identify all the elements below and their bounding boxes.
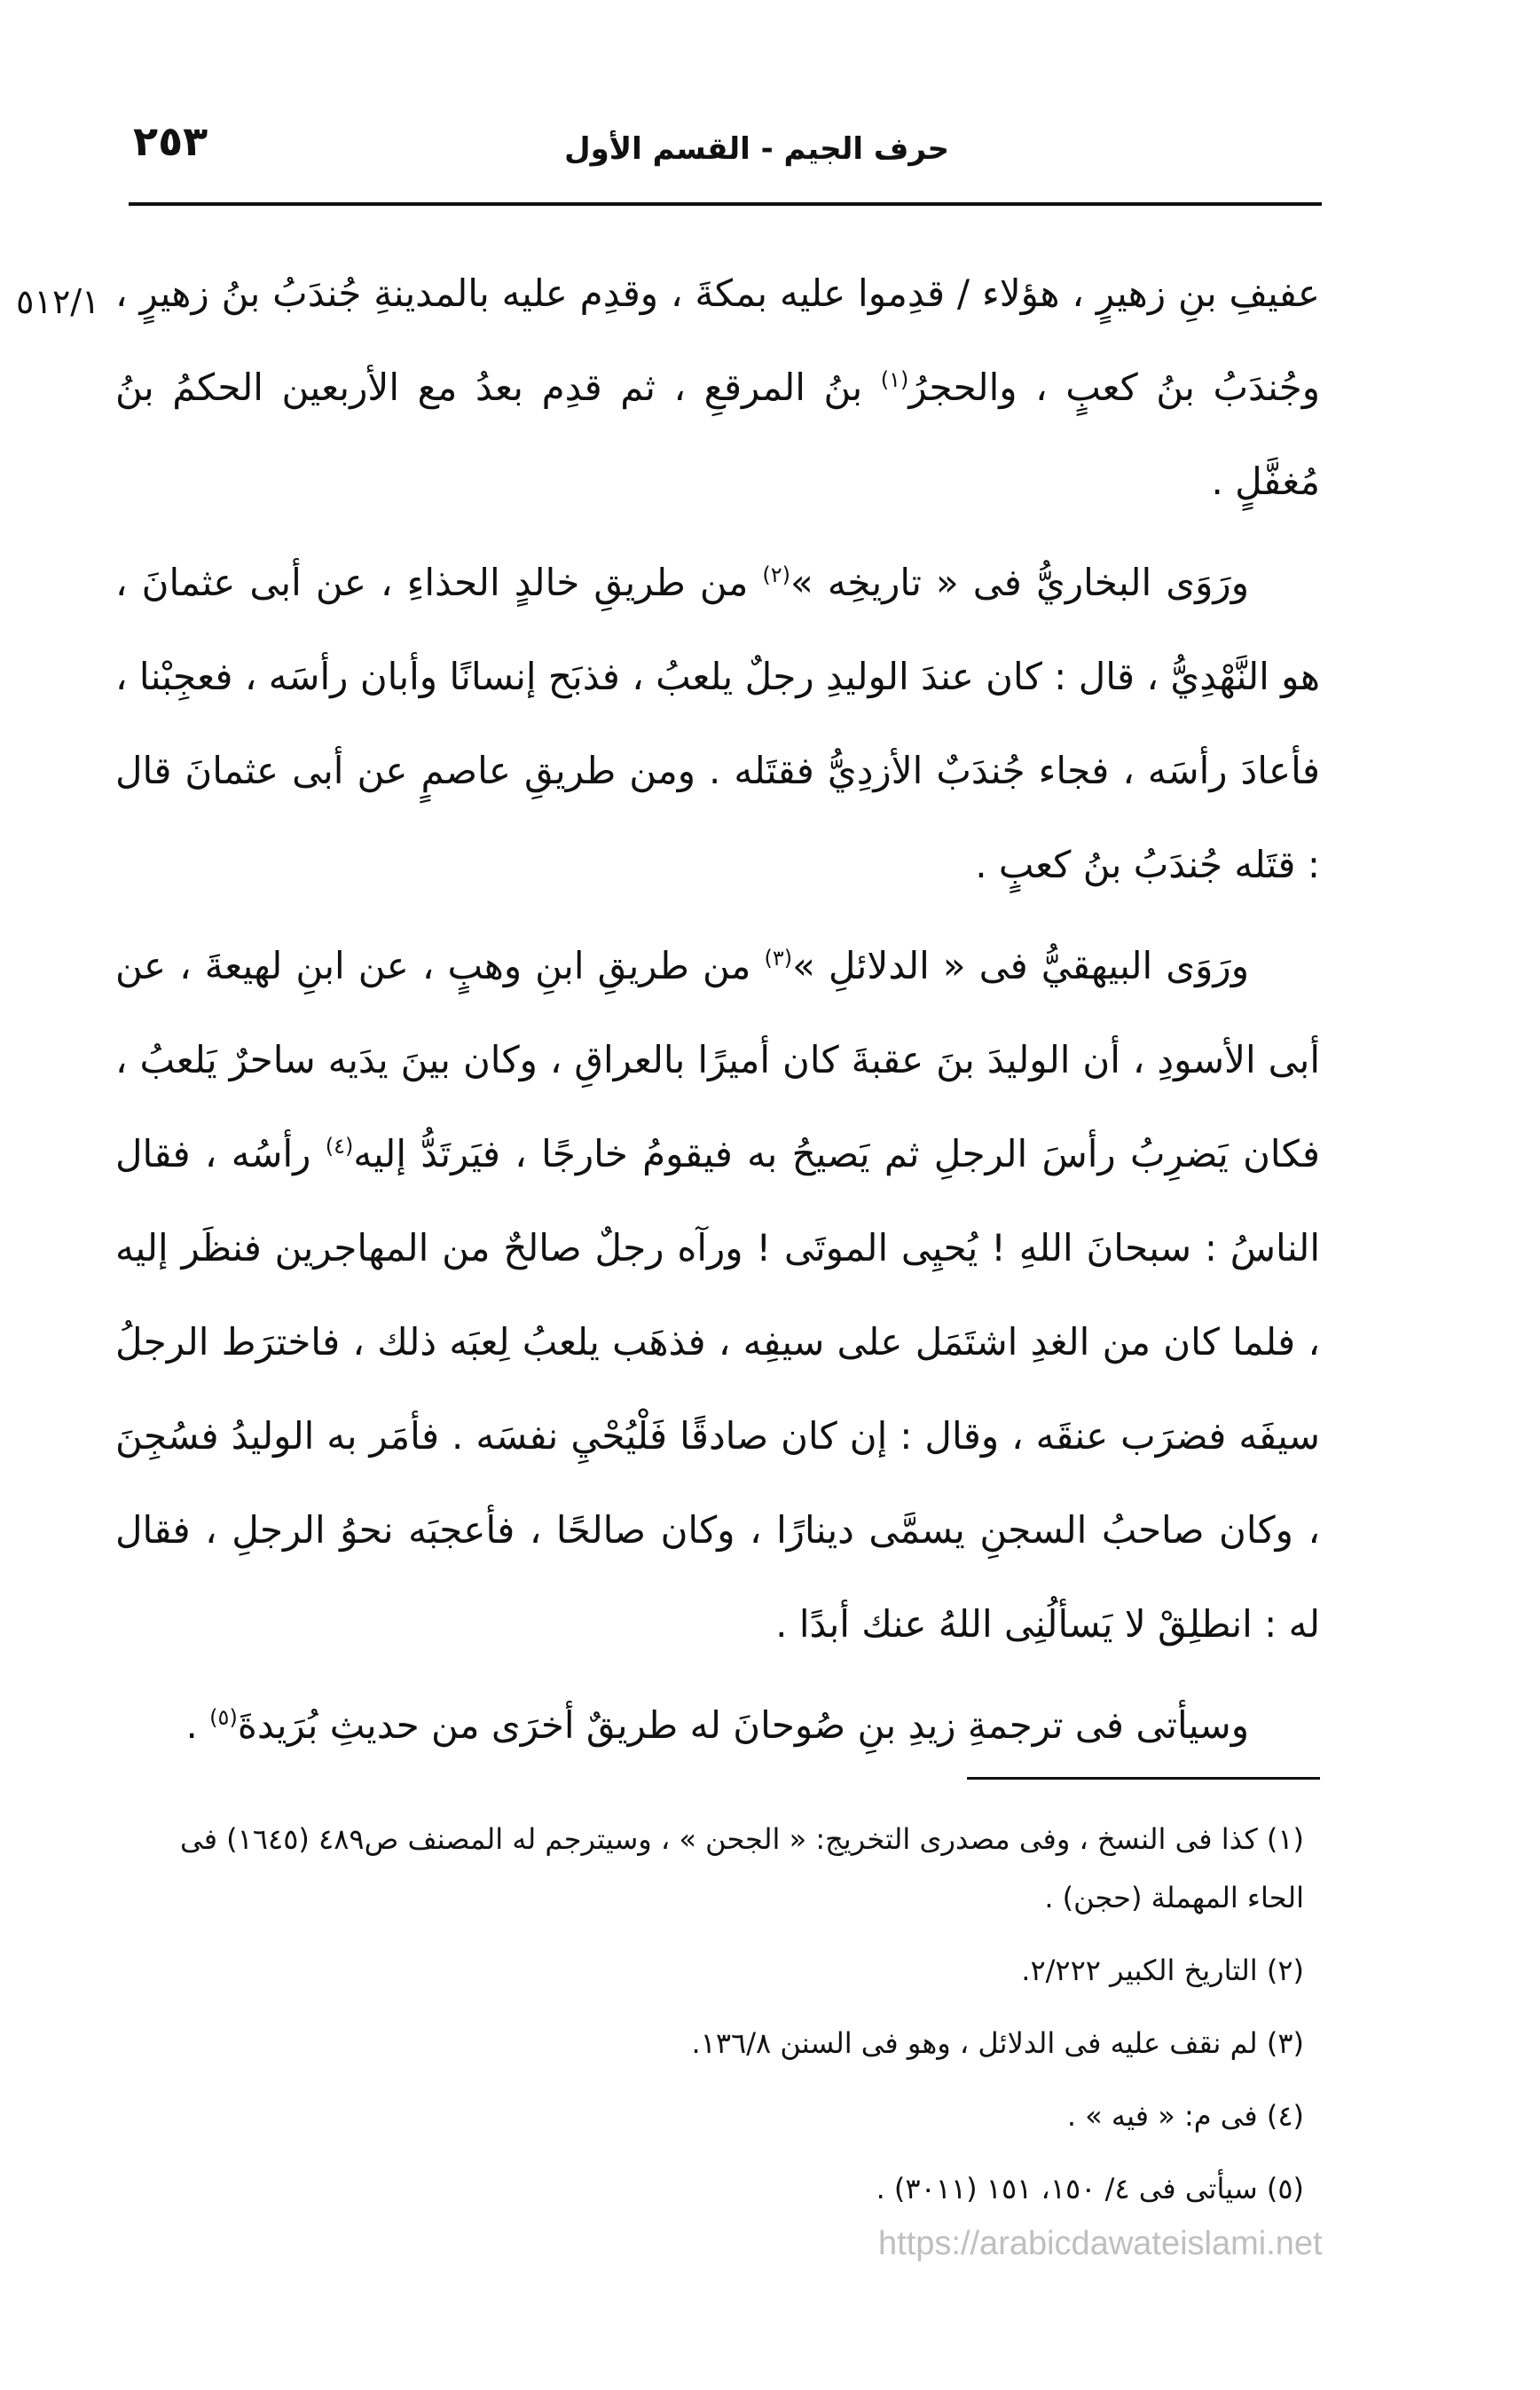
footnotes [115, 1810, 1304, 2232]
paragraph-1-text-cont: بنُ المرقعِ ، ثم قدِم بعدُ مع الأربعين الحكمُ بنُ مُغفَّلٍ . [115, 366, 1320, 503]
page-header [129, 106, 1322, 186]
paragraph-4-text: وسيأتى فى ترجمةِ زيدِ بنِ صُوحانَ له طريقٌ أخرَى من حديثِ بُرَيدةَ [237, 1703, 1249, 1747]
footnote-ref-3: (٣) [764, 946, 793, 971]
paragraph-3-text: ورَوَى البيهقيُّ فى « الدلائلِ » [792, 944, 1249, 987]
footnote-1: (١) كذا فى النسخ ، وفى مصدرى التخريج: « الجحن » ، وسيترجم له المصنف ص٤٨٩ (١٦٤٥) فى الحاء المهملة (حجن) . [180, 1822, 1304, 1914]
footnote-3: (٣) لم نقف عليه فى الدلائل ، وهو فى السنن ١٣٦/٨. [691, 2026, 1304, 2060]
footnote-5: (٥) سيأتى فى ٤/ ١٥٠، ١٥١ (٣٠١١) . [876, 2172, 1304, 2205]
footnote-ref-1: (١) [880, 367, 909, 392]
footnote-ref-4: (٤) [325, 1134, 354, 1159]
paragraph-2-text: ورَوَى البخاريُّ فى « تاريخِه » [790, 561, 1249, 604]
header-rule [129, 202, 1322, 206]
paragraph-2 [115, 536, 1320, 912]
watermark-url: https://arabicdawateislami.net [878, 2225, 1323, 2262]
paragraph-4 [115, 1679, 1320, 1773]
running-title: حرف الجيم - القسم الأول [564, 131, 949, 167]
paragraph-4-end: . [185, 1703, 210, 1747]
paragraph-1-text: عفيفِ بنِ زهيرٍ ، هؤلاء / قدِموا عليه بمكةَ ، وقدِم عليه بالمدينةِ جُندَبُ بنُ زهيرٍ ، وجُندَبُ بنُ كعبٍ ، والحجرُ [115, 271, 1321, 409]
paragraph-3 [115, 919, 1320, 1671]
paragraph-3-text-cont: من طريقِ ابنِ وهبٍ ، عن ابنِ لهيعةَ ، عن أبى الأسودِ ، أن الوليدَ بنَ عقبةَ كان أميرًا بالعراقِ ، وكان بينَ يدَيه ساحرٌ يَلعبُ ، فكان يَضرِبُ رأسَ الرجلِ ثم يَصيحُ به فيقومُ خارجًا ، فيَرتَدُّ إليه [115, 944, 1321, 1175]
footnote-separator [967, 1777, 1320, 1780]
page-number: ٢٥٣ [133, 117, 208, 165]
paragraph-1 [115, 247, 1320, 529]
footnote-2: (٢) التاريخ الكبير ٢/٢٢٢. [1021, 1954, 1304, 1987]
footnote-4: (٤) فى م: « فيه » . [1066, 2099, 1304, 2133]
main-text [115, 247, 1320, 1780]
paragraph-2-text-cont: من طريقِ خالدٍ الحذاءِ ، عن أبى عثمانَ ، هو النَّهْدِيُّ ، قال : كان عندَ الوليدِ رجلٌ يلعبُ ، فذبَح إنسانًا وأبان رأسَه ، فعجِبْنا ، فأعادَ رأسَه ، فجاء جُندَبٌ الأزدِيُّ فقتَله . ومن طريقِ عاصمٍ عن أبى عثمانَ قال : قتَله جُندَبُ بنُ كعبٍ . [115, 561, 1320, 886]
footnote-ref-2: (٢) [762, 562, 791, 587]
margin-reference: ٥١٢/١ [16, 282, 100, 321]
paragraph-3-text-cont2: رأسُه ، فقال الناسُ : سبحانَ اللهِ ! يُحيِى الموتَى ! ورآه رجلٌ صالحٌ من المهاجرين فنظَر إليه ، فلما كان من الغدِ اشتَمَل على سيفِه ، فذهَب يلعبُ لِعبَه ذلك ، فاخترَط الرجلُ سيفَه فضرَب عنقَه ، وقال : إن كان صادقًا فَلْيُحْيِ نفسَه . فأمَر به الوليدُ فسُجِنَ ، وكان صاحبُ السجنِ يسمَّى دينارًا ، وكان صالحًا ، فأعجبَه نحوُ الرجلِ ، فقال له : انطلِقْ لا يَسألُنِى اللهُ عنك أبدًا . [115, 1132, 1320, 1646]
footnote-ref-5: (٥) [209, 1705, 238, 1730]
